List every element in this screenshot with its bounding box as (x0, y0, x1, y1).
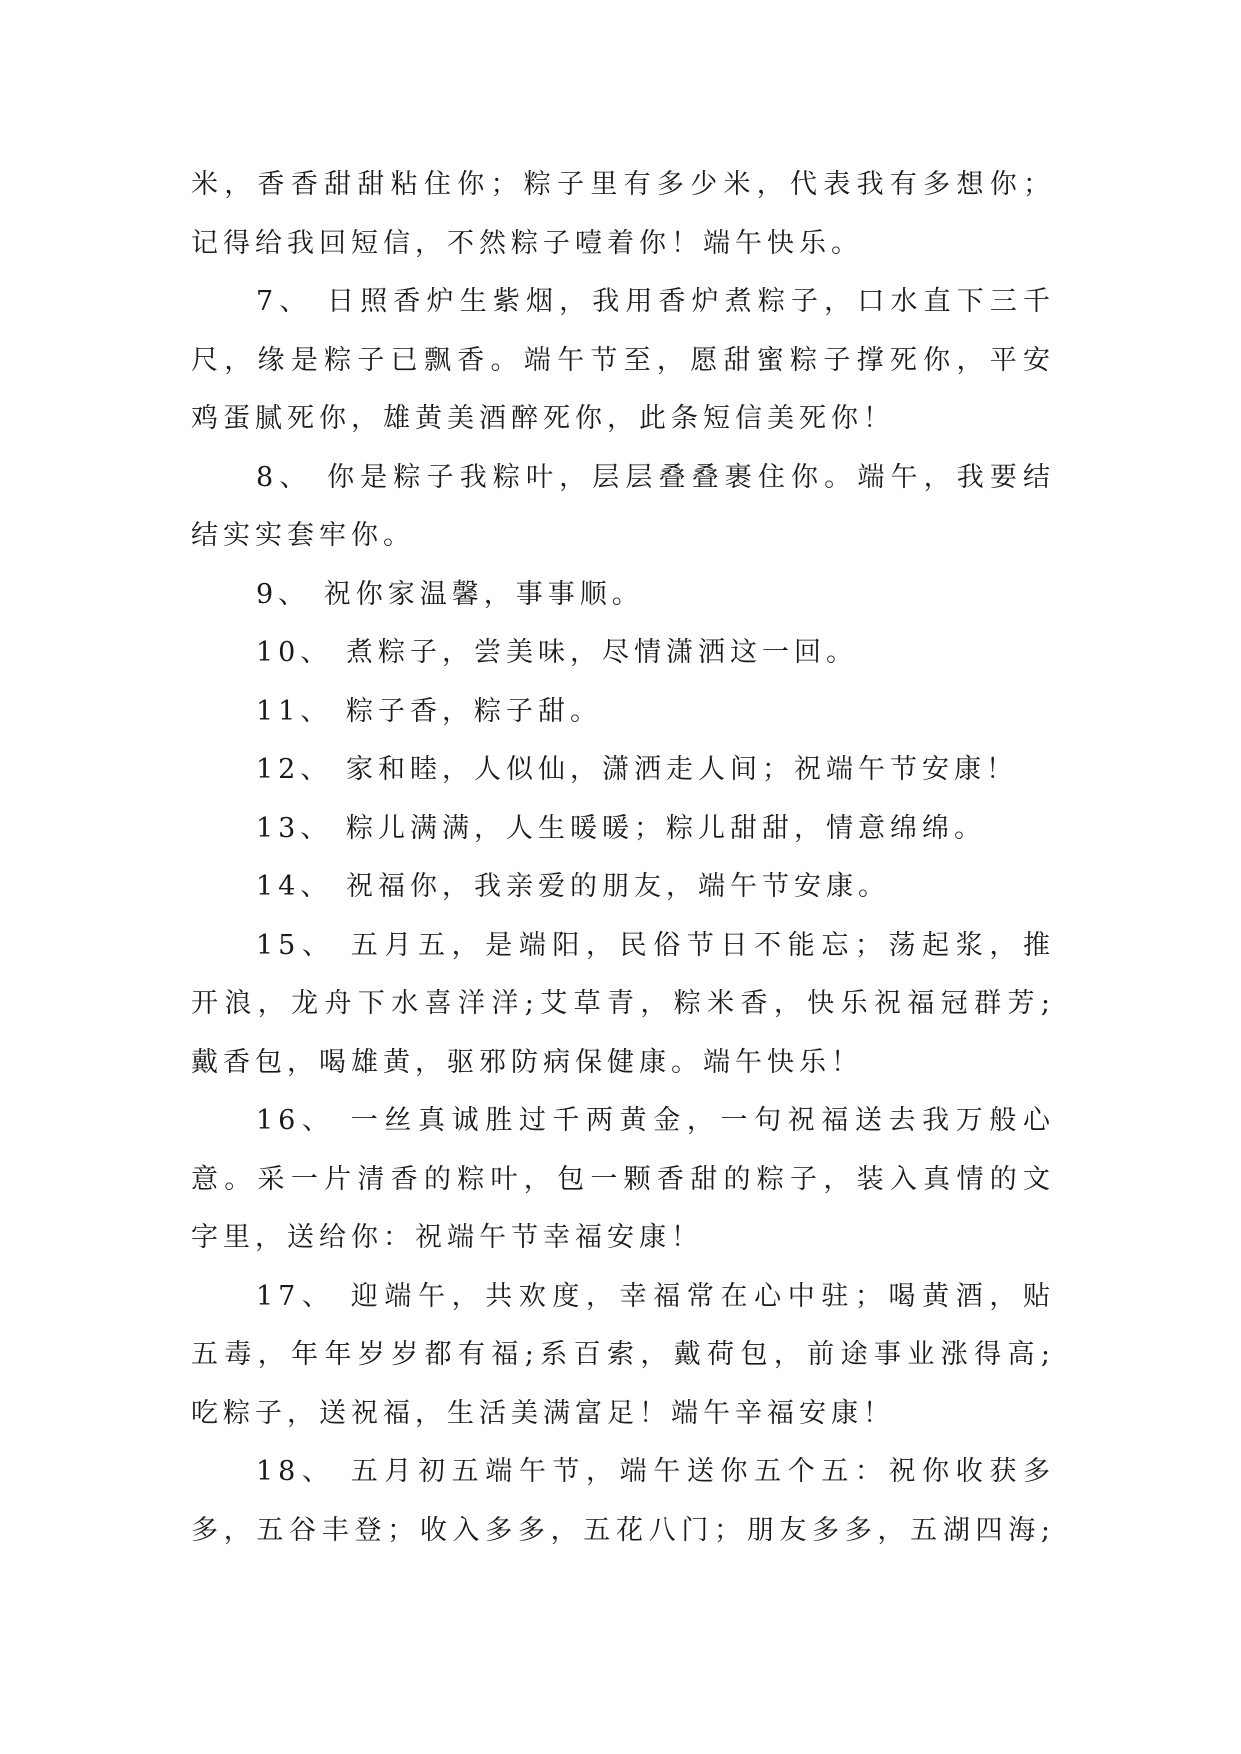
text-line: 18、 五月初五端午节，端午送你五个五：祝你收获多 (256, 1456, 1055, 1487)
paragraph (191, 566, 1055, 625)
text-line: 尺，缘是粽子已飘香。端午节至，愿甜蜜粽子撑死你，平安 (191, 344, 1055, 376)
paragraph (191, 449, 1055, 566)
text-line: 字里，送给你：祝端午节幸福安康！ (191, 1222, 703, 1253)
text-line: 12、 家和睦，人似仙，潇洒走人间；祝端午节安康！ (256, 754, 1018, 785)
text-line: 多，五谷丰登；收入多多，五花八门；朋友多多，五湖四海; (191, 1514, 1055, 1546)
paragraph (191, 1443, 1055, 1560)
text-line: 吃粽子，送祝福，生活美满富足！端午辛福安康！ (191, 1397, 895, 1429)
paragraph (191, 156, 1055, 273)
paragraph (191, 741, 1055, 800)
text-line: 10、 煮粽子，尝美味，尽情潇洒这一回。 (256, 637, 858, 668)
paragraph (191, 1092, 1055, 1268)
paragraph (191, 858, 1055, 917)
text-line: 戴香包，喝雄黄，驱邪防病保健康。端午快乐！ (191, 1046, 863, 1078)
text-line: 17、 迎端午，共欢度，幸福常在心中驻；喝黄酒，贴 (256, 1280, 1055, 1312)
text-line: 鸡蛋腻死你，雄黄美酒醉死你，此条短信美死你！ (191, 403, 895, 434)
text-line: 14、 祝福你，我亲爱的朋友，端午节安康。 (256, 871, 890, 902)
text-line: 9、 祝你家温馨，事事顺。 (256, 578, 644, 610)
text-line: 16、 一丝真诚胜过千两黄金，一句祝福送去我万般心 (256, 1105, 1055, 1136)
text-line: 五毒，年年岁岁都有福;系百索，戴荷包，前途事业涨得高; (191, 1339, 1055, 1370)
text-line: 8、 你是粽子我粽叶，层层叠叠裹住你。端午，我要结 (256, 461, 1055, 493)
text-line: 开浪，龙舟下水喜洋洋;艾草青，粽米香，快乐祝福冠群芳; (191, 988, 1055, 1019)
paragraph (191, 624, 1055, 683)
paragraph (191, 1268, 1055, 1444)
text-line: 13、 粽儿满满，人生暖暖；粽儿甜甜，情意绵绵。 (256, 812, 986, 844)
paragraph (191, 917, 1055, 1093)
paragraph (191, 273, 1055, 449)
text-line: 7、 日照香炉生紫烟，我用香炉煮粽子，口水直下三千 (256, 286, 1055, 317)
text-line: 米，香香甜甜粘住你；粽子里有多少米，代表我有多想你； (191, 169, 1055, 200)
document-body (191, 156, 1055, 1560)
paragraph (191, 800, 1055, 859)
text-line: 意。采一片清香的粽叶，包一颗香甜的粽子，装入真情的文 (191, 1163, 1055, 1195)
text-line: 记得给我回短信，不然粽子噎着你！端午快乐。 (191, 227, 863, 259)
paragraph (191, 683, 1055, 742)
text-line: 结实实套牢你。 (191, 520, 415, 551)
text-line: 15、 五月五，是端阳，民俗节日不能忘；荡起浆，推 (256, 929, 1055, 961)
text-line: 11、 粽子香，粽子甜。 (256, 695, 602, 727)
